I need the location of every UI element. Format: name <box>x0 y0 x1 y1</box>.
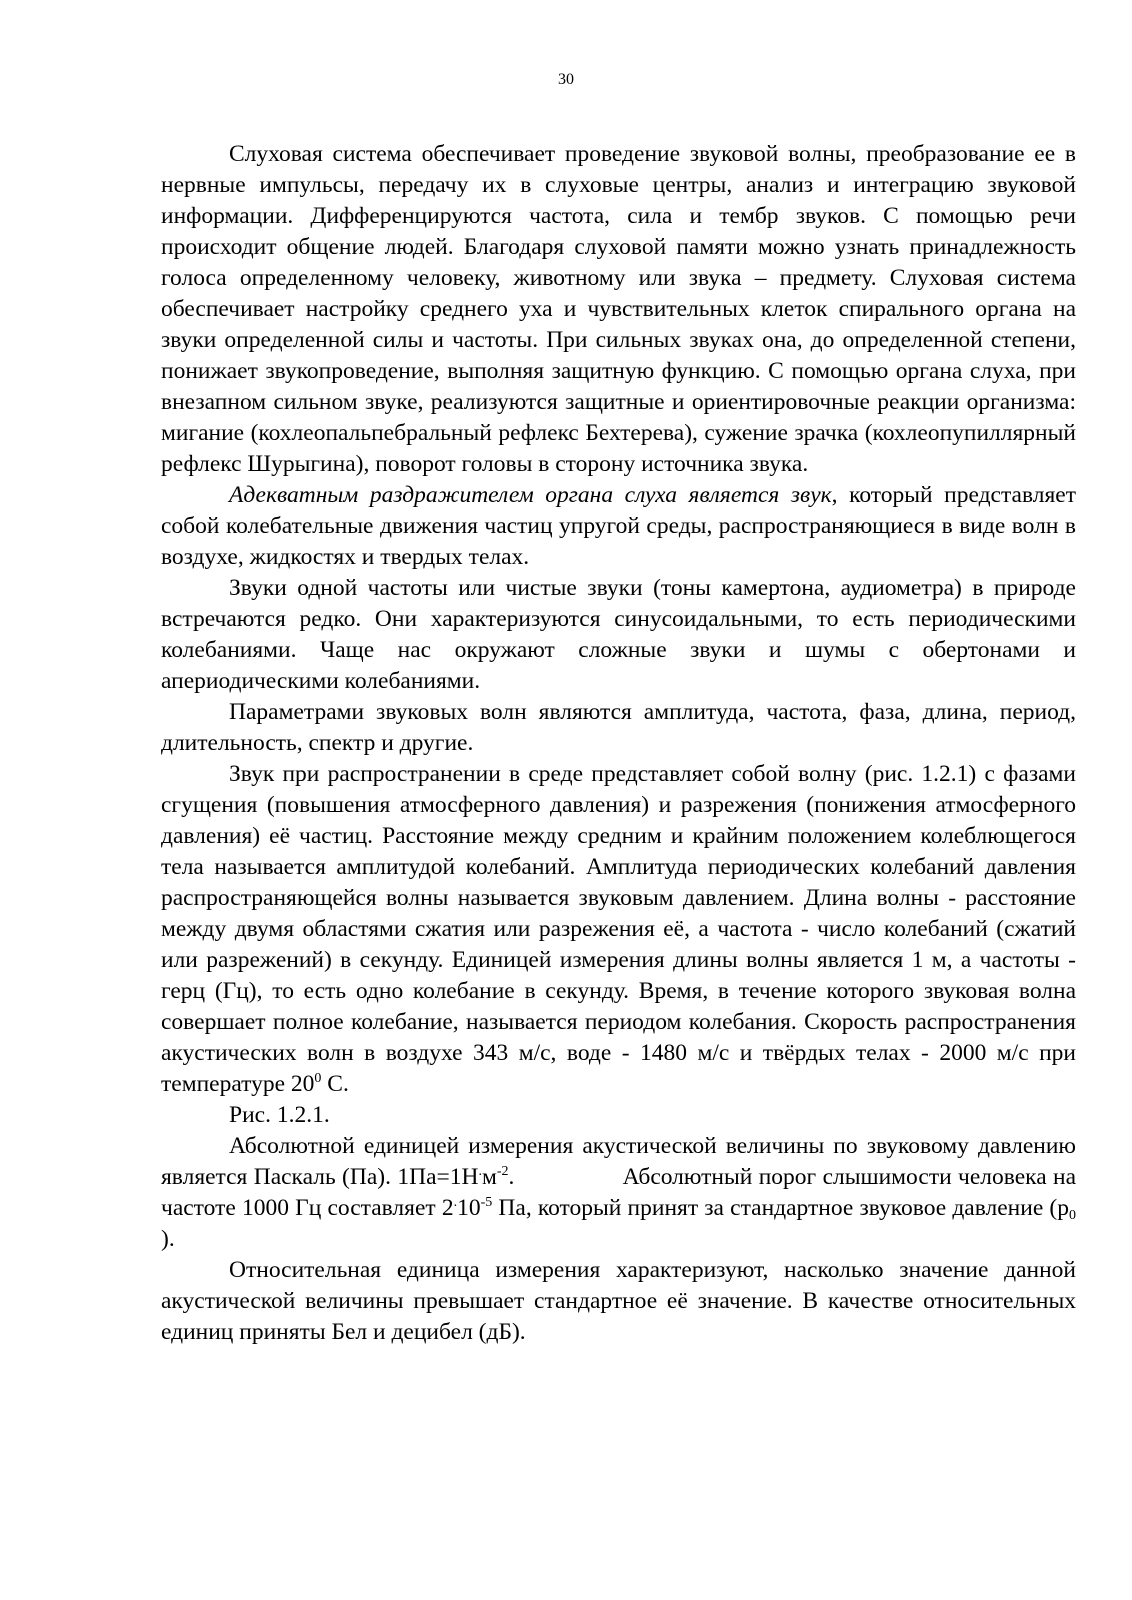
paragraph-text: м <box>481 1164 497 1190</box>
paragraph-auditory-system: Слуховая система обеспечивает проведение звуковой волны, преобразование ее в нервные импульсы, передачу их в слуховые центры, анализ и интеграцию звуковой информации. Дифференцируются частота, сила и тембр звуков. С помощью речи происходит общение людей. Благодаря слуховой памяти можно узнать принадлежность голоса определенному человеку, животному или звука – предмету. Слуховая система обеспечивает настройку среднего уха и чувствительных клеток спирального органа на звуки определенной силы и частоты. При сильных звуках она, до определенной степени, понижает звукопроведение, выполняя защитную функцию. С помощью органа слуха, при внезапном сильном звуке, реализуются защитные и ориентировочные реакции организма: мигание (кохлеопальпебральный рефлекс Бехтерева), сужение зрачка (кохлеопупиллярный рефлекс Шурыгина), поворот головы в сторону источника звука. <box>161 141 1076 477</box>
superscript: . <box>478 1164 482 1179</box>
paragraph-wave-parameters: Параметрами звуковых волн являются амплитуда, частота, фаза, длина, период, длительность, спектр и другие. <box>161 699 1076 756</box>
superscript: -5 <box>480 1195 493 1210</box>
figure-caption: Рис. 1.2.1. <box>229 1102 330 1128</box>
paragraph-adequate-stimulus <box>161 480 1076 573</box>
paragraph-relative-unit: Относительная единица измерения характеризуют, насколько значение данной акустической величины превышает стандартное её значение. В качестве относительных единиц приняты Бел и децибел (дБ). <box>161 1257 1076 1345</box>
superscript: -2 <box>496 1164 509 1179</box>
paragraph-text: ). <box>161 1226 175 1252</box>
paragraph-text: 10 <box>457 1195 481 1221</box>
page-number: 30 <box>558 71 574 88</box>
paragraph-pure-tones: Звуки одной частоты или чистые звуки (тоны камертона, аудиометра) в природе встречаются редко. Они характеризуются синусоидальными, то есть периодическими колебаниями. Чаще нас окружают сложные звуки и шумы с обертонами и апериодическими колебаниями. <box>161 575 1076 694</box>
page-body <box>161 139 1082 1348</box>
paragraph-text: Звук при распространении в среде представляет собой волну (рис. 1.2.1) с фазами сгущения (повышения атмосферного давления) и разрежения (понижения атмосферного давления) её частиц. Расстояние между средним и крайним положением колеблющегося тела называется амплитудой колебаний. Амплитуда периодических колебаний давления распространяющейся волны называется звуковым давлением. Длина волны - расстояние между двумя областями сжатия или разрежения её, а частота - число колебаний (сжатий или разрежений) в секунду. Единицей измерения длины волны является 1 м, а частоты - герц (Гц), то есть одно колебание в секунду. Время, в течение которого звуковая волна совершает полное колебание, называется периодом колебания. Скорость распространения акустических волн в воздухе 343 м/с, воде - 1480 м/с и твёрдых телах - 2000 м/с при температуре 20 <box>161 761 1076 1097</box>
paragraph-sound-propagation <box>161 759 1076 1100</box>
paragraph-absolute-unit <box>161 1131 1082 1255</box>
paragraph-text: , который представляет собой колебательные движения частиц упругой среды, распространяющиеся в виде волн в воздухе, жидкостях и твердых телах. <box>161 482 1076 570</box>
superscript: 0 <box>314 1071 322 1086</box>
superscript: . <box>453 1195 458 1210</box>
italic-definition: Адекватным раздражителем органа слуха является звук <box>229 482 832 508</box>
paragraph-text: С. <box>321 1071 349 1097</box>
paragraph-text: Абсолютной единицей измерения акустической величины по звуковому давлению является Паскаль (Па). 1Па=1Н <box>161 1133 1076 1190</box>
paragraph-text: . Абсолютный порог слышимости человека на частоте 1000 Гц составляет 2 <box>161 1164 1082 1221</box>
paragraph-text: Па, который принят за стандартное звуковое давление (p <box>492 1195 1069 1221</box>
subscript: 0 <box>1069 1208 1076 1223</box>
